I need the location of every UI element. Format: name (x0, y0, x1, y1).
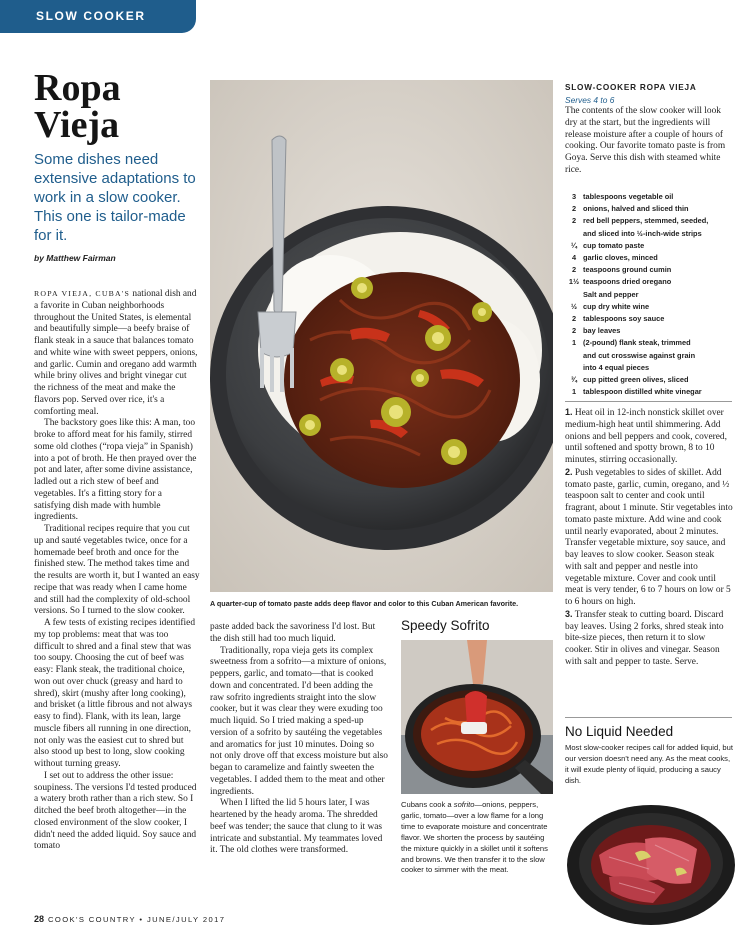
recipe-step: 2. Push vegetables to sides of skillet. Add tomato paste, garlic, cumin, oregano, and ½ teaspoon salt to center and cook until fragrant, about 1 minute. Stir vegetables into tomato paste mixture. Add wine and cook until nearly evaporated, about 2 minutes. Transfer vegetable mixture, soy sauce, and bay leaves to slow cooker. Season steak with salt and pepper and nestle into vegetable mixture. Cover and cook until meat is very tender, 6 to 7 hours on low or 5 to 6 hours on high. (565, 466, 733, 607)
ingredient-row: 3 tablespoons vegetable oil (571, 192, 674, 201)
article-column-2 (210, 622, 388, 928)
byline: by Matthew Fairman (34, 253, 116, 263)
ingredient-row: ¾ cup pitted green olives, sliced (570, 375, 689, 385)
paragraph: ROPA VIEJA, CUBA'S national dish and a favorite in Cuban neighborhoods throughout the United States, is elemental and beautifully simple—a beefy braise of flank steak in a sauce that balances tomato and white wine with sweet peppers, onions, and garlic. Cumin and oregano add warmth while briny olives and bright vinegar cut the richness of the meat and make the flavors pop. Served over rice, it's a comforting meal. (34, 289, 198, 417)
ingredient-row: Salt and pepper (583, 289, 639, 299)
page-footer (34, 914, 225, 924)
ingredient-row: and sliced into ½-inch-wide strips (583, 228, 702, 238)
ingredient-row: into 4 equal pieces (583, 362, 650, 372)
title-line-1: Ropa (34, 67, 121, 109)
recipe-steps (565, 407, 733, 717)
ingredient-row: 2 tablespoons soy sauce (571, 314, 665, 324)
ingredient-row: ½ cup dry white wine (570, 301, 650, 311)
ingredient-row: 1½ teaspoons dried oregano (568, 277, 672, 287)
article-title (34, 67, 204, 146)
ingredient-row: 2 teaspoons ground cumin (571, 265, 672, 275)
ingredient-row: and cut crosswise against grain (583, 350, 696, 360)
article-dek: Some dishes need extensive adaptations to work in a slow cooker. This one is tailor-made for it. (34, 151, 196, 244)
paragraph: A few tests of existing recipes identified my top problems: meat that was too difficult to shred and a final stew that was too soupy. Choosing the cut of beef was easy: Flank steak, the traditional choice, won out over chuck (greasy and hard to shred), skirt (mushy after long cooking), and brisket (a little fibrous and not always easy to find). Flank, with its lean, large muscle fibers all running in one direction, not only was the easiest cut to shred but also stood up best to long, slow cooking without turning greasy. (34, 618, 196, 769)
ingredient-row: 2 onions, halved and sliced thin (571, 204, 689, 214)
paragraph: Traditional recipes require that you cut up and sauté vegetables twice, once for a homemade beef broth and once for the finished stew. The method takes time and the results are worth it, but I wanted an easy recipe that was ready when I came home and still had the complexity of old-school versions. So I turned to the slow cooker. (34, 524, 200, 617)
recipe-intro: The contents of the slow cooker will look dry at the start, but the ingredients will release moisture after a couple of hours of cooking. Our favorite tomato paste is from Goya. Serve this dish with steamed white rice. (565, 106, 726, 175)
section-tab (0, 0, 196, 33)
recipe-title: SLOW-COOKER ROPA VIEJA (565, 83, 697, 92)
paragraph: When I lifted the lid 5 hours later, I was heartened by the heady aroma. The shredded beef was tender; the sauce that clung to it was intricate and substantial. My teammates loved it. The old clothes were transformed. (210, 798, 383, 856)
sofrito-photo (401, 640, 553, 794)
recipe-step: 3. Transfer steak to cutting board. Discard bay leaves. Using 2 forks, shred steak into bite-size pieces, then return it to slow cooker. Stir in olives and vinegar. Season with salt and pepper to taste. Serve. (565, 608, 724, 667)
section-label: SLOW COOKER (36, 9, 146, 23)
no-liquid-text: Most slow-cooker recipes call for added liquid, but our version doesn't need any. As the meat cooks, it will exude plenty of liquid, producing a saucy dish. (565, 743, 733, 785)
footer-separator: • (139, 915, 144, 924)
issue-date: JUNE/JULY 2017 (146, 915, 226, 924)
recipe-step: 1. Heat oil in 12-inch nonstick skillet over medium-high heat until shimmering. Add onions and bell peppers and cook, covered, until softened and spotty brown, 8 to 10 minutes, stirring occasionally. (565, 407, 727, 465)
paragraph: I set out to address the other issue: soupiness. The versions I'd tested produced a watery broth rather than a rich stew. So I ditched the beef broth altogether—in the closed environment of the slow cooker, I didn't need the added liquid. Soy sauce and tomato (34, 770, 197, 852)
ingredient-row: 4 garlic cloves, minced (571, 253, 658, 263)
ingredient-row: 2 red bell peppers, stemmed, seeded, (571, 216, 709, 226)
divider (565, 401, 732, 402)
no-liquid-title: No Liquid Needed (565, 724, 674, 739)
paragraph: Traditionally, ropa vieja gets its complex sweetness from a sofrito—a mixture of onions, peppers, garlic, and tomato—that is cooked down and concentrated. I'd been adding the raw sofrito ingredients straight into the slow cooker, but it was clear they were exuding too much liquid. So I tried making a sped-up version of a sofrito by sautéing the vegetables and aromatics for just 10 minutes. Doing so not only drove off that excess moisture but also began to caramelize and faintly sweeten the vegetables. I added them to the meat and other ingredients. (210, 645, 388, 797)
ingredient-row: 1 tablespoon distilled white vinegar (571, 387, 702, 397)
recipe-serves: Serves 4 to 6 (565, 95, 615, 105)
lead-in: ROPA VIEJA, CUBA'S (34, 289, 131, 298)
paragraph: paste added back the savoriness I'd lost. But the dish still had too much liquid. (210, 622, 376, 644)
ingredient-row: 2 bay leaves (571, 326, 621, 336)
sofrito-title: Speedy Sofrito (401, 618, 490, 633)
ingredient-row: ¼ cup tomato paste (570, 240, 645, 250)
page-number: 28 (34, 914, 45, 924)
slow-cooker-photo (565, 795, 737, 927)
paragraph: The backstory goes like this: A man, too broke to afford meat for his family, stirred some old clothes (“ropa vieja” in Spanish) into a pot of broth. He then prayed over the pot and later, after some divine assistance, ladled out a rich stew of beef and vegetables. It's a fitting story for a satisfying dish made with humble ingredients. (34, 418, 197, 523)
ingredient-row: 1 (2-pound) flank steak, trimmed (571, 338, 691, 348)
ingredient-list (565, 191, 735, 398)
title-line-2: Vieja (34, 104, 120, 146)
sofrito-caption: Cubans cook a sofrito—onions, peppers, garlic, tomato—over a low flame for a long time to evaporate moisture and concentrate flavor. We shorten the process by sautéing the mixture quickly in a skillet until it softens and browns. We then transfer it to the slow cooker to simmer with the meat. (401, 800, 548, 875)
photo-caption: A quarter-cup of tomato paste adds deep flavor and color to this Cuban American favorite. (210, 599, 519, 608)
divider (565, 717, 732, 718)
publication-name: COOK'S COUNTRY (48, 915, 136, 924)
article-column-1 (34, 288, 200, 928)
hero-photo (210, 80, 553, 592)
